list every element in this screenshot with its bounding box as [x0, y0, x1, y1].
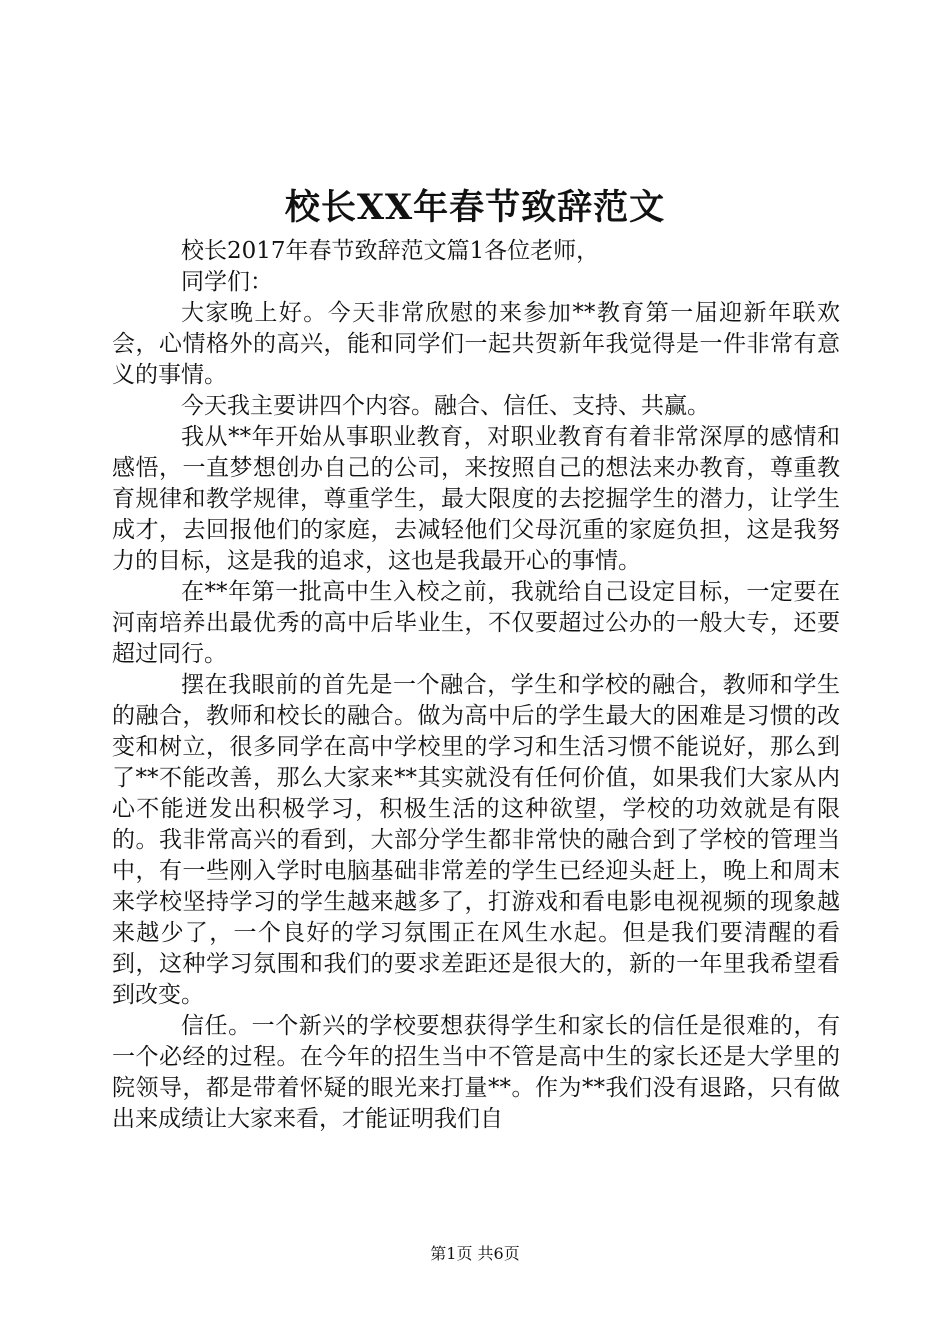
- page-number-footer: 第1页 共6页: [430, 1244, 520, 1263]
- paragraph: 信任。一个新兴的学校要想获得学生和家长的信任是很难的，有一个必经的过程。在今年的招生当中不管是高中生的家长还是大学里的院领导，都是带着怀疑的眼光来打量**。作为**我们没有退路，只有做出来成绩让大家来看，才能证明我们自: [112, 1013, 840, 1132]
- paragraph: 同学们：: [181, 269, 273, 295]
- document-body: [112, 236, 840, 1135]
- paragraph: 今天我主要讲四个内容。融合、信任、支持、共赢。: [181, 393, 710, 419]
- paragraph: 在**年第一批高中生入校之前，我就给自己设定目标，一定要在河南培养出最优秀的高中后毕业生，不仅要超过公办的一般大专，还要超过同行。: [112, 579, 840, 667]
- document-title: 校长XX年春节致辞范文: [284, 187, 666, 228]
- paragraph: 大家晚上好。今天非常欣慰的来参加**教育第一届迎新年联欢会，心情格外的高兴，能和同学们一起共贺新年我觉得是一件非常有意义的事情。: [112, 300, 840, 388]
- paragraph: 我从**年开始从事职业教育，对职业教育有着非常深厚的感情和感悟，一直梦想创办自己的公司，来按照自己的想法来办教育，尊重教育规律和教学规律，尊重学生，最大限度的去挖掘学生的潜力，让学生成才，去回报他们的家庭，去减轻他们父母沉重的家庭负担，这是我努力的目标，这是我的追求，这也是我最开心的事情。: [112, 424, 840, 574]
- paragraph: 校长2017年春节致辞范文篇1各位老师，: [181, 238, 600, 264]
- paragraph: 摆在我眼前的首先是一个融合，学生和学校的融合，教师和学生的融合，教师和校长的融合。做为高中后的学生最大的困难是习惯的改变和树立，很多同学在高中学校里的学习和生活习惯不能说好，那么到了**不能改善，那么大家来**其实就没有任何价值，如果我们大家从内心不能迸发出积极学习，积极生活的这种欲望，学校的功效就是有限的。我非常高兴的看到，大部分学生都非常快的融合到了学校的管理当中，有一些刚入学时电脑基础非常差的学生已经迎头赶上，晚上和周末来学校坚持学习的学生越来越多了，打游戏和看电影电视视频的现象越来越少了，一个良好的学习氛围正在风生水起。但是我们要清醒的看到，这种学习氛围和我们的要求差距还是很大的，新的一年里我希望看到改变。: [112, 672, 840, 1008]
